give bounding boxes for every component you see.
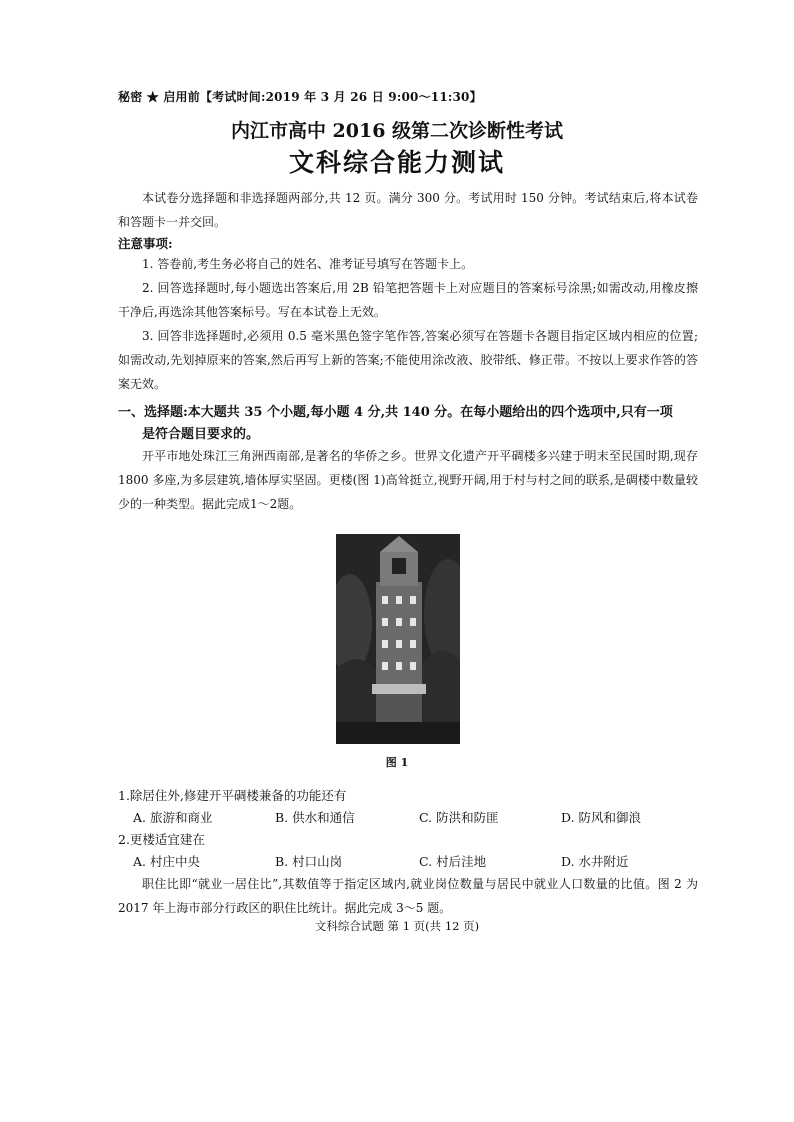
q1-option-c: C. 防洪和防匪 <box>419 810 499 825</box>
question-1-stem: 1.除居住外,修建开平碉楼兼备的功能还有 <box>118 788 347 803</box>
passage-2: 职住比即“就业一居住比”,其数值等于指定区域内,就业岗位数量与居民中就业人口数量的比值。图 2 为 2017 年上海市部分行政区的职住比统计。据此完成 3～5 题。 <box>118 877 698 915</box>
note-item-1: 1. 答卷前,考生务必将自己的姓名、准考证号填写在答题卡上。 <box>142 257 474 271</box>
section-heading <box>118 402 708 446</box>
exam-title: 内江市高中 2016 级第二次诊断性考试 <box>230 120 564 142</box>
section-heading-line1: 一、选择题:本大题共 35 个小题,每小题 4 分,共 140 分。在每小题给出的四个选项中,只有一项 <box>118 405 673 420</box>
note-item-2: 2. 回答选择题时,每小题选出答案后,用 2B 铅笔把答题卡上对应题目的答案标号涂黑;如需改动,用橡皮擦干净后,再选涂其他答案标号。写在本试卷上无效。 <box>118 281 698 319</box>
figure-caption: 图 1 <box>385 756 409 769</box>
note-item-3: 3. 回答非选择题时,必须用 0.5 毫米黑色签字笔作答,答案必须写在答题卡各题目指定区域内相应的位置;如需改动,先划掉原来的答案,然后再写上新的答案;不能使用涂改液、胶带纸、修正带。不按以上要求作答的答案无效。 <box>118 329 698 391</box>
q1-option-b: B. 供水和通信 <box>275 810 355 825</box>
intro-paragraph: 本试卷分选择题和非选择题两部分,共 12 页。满分 300 分。考试用时 150 分钟。考试结束后,将本试卷和答题卡一并交回。 <box>118 191 698 229</box>
exam-subject-title: 文科综合能力测试 <box>288 148 505 177</box>
q2-option-b: B. 村口山岗 <box>275 854 343 869</box>
diaolou-watchtower-photo <box>336 534 460 744</box>
confidential-header: 秘密 ★ 启用前【考试时间:2019 年 3 月 26 日 9:00～11:30】 <box>118 90 482 104</box>
q1-option-a: A. 旅游和商业 <box>133 810 213 825</box>
q2-option-a: A. 村庄中央 <box>133 854 200 869</box>
q2-option-d: D. 水井附近 <box>561 854 629 869</box>
passage-1: 开平市地处珠江三角洲西南部,是著名的华侨之乡。世界文化遗产开平碉楼多兴建于明末至民国时期,现存 1800 多座,为多层建筑,墙体厚实坚固。更楼(图 1)高耸挺立,视野开阔,用于村与村之间的联系,是碉楼中数量较少的一种类型。据此完成1～2题。 <box>118 449 698 511</box>
q1-option-d: D. 防风和御浪 <box>561 810 642 825</box>
q2-option-c: C. 村后洼地 <box>419 854 487 869</box>
section-heading-line2: 是符合题目要求的。 <box>142 427 260 442</box>
page-footer: 文科综合试题 第 1 页(共 12 页) <box>314 919 480 933</box>
notes-heading: 注意事项: <box>118 236 173 251</box>
question-2-stem: 2.更楼适宜建在 <box>118 832 205 847</box>
